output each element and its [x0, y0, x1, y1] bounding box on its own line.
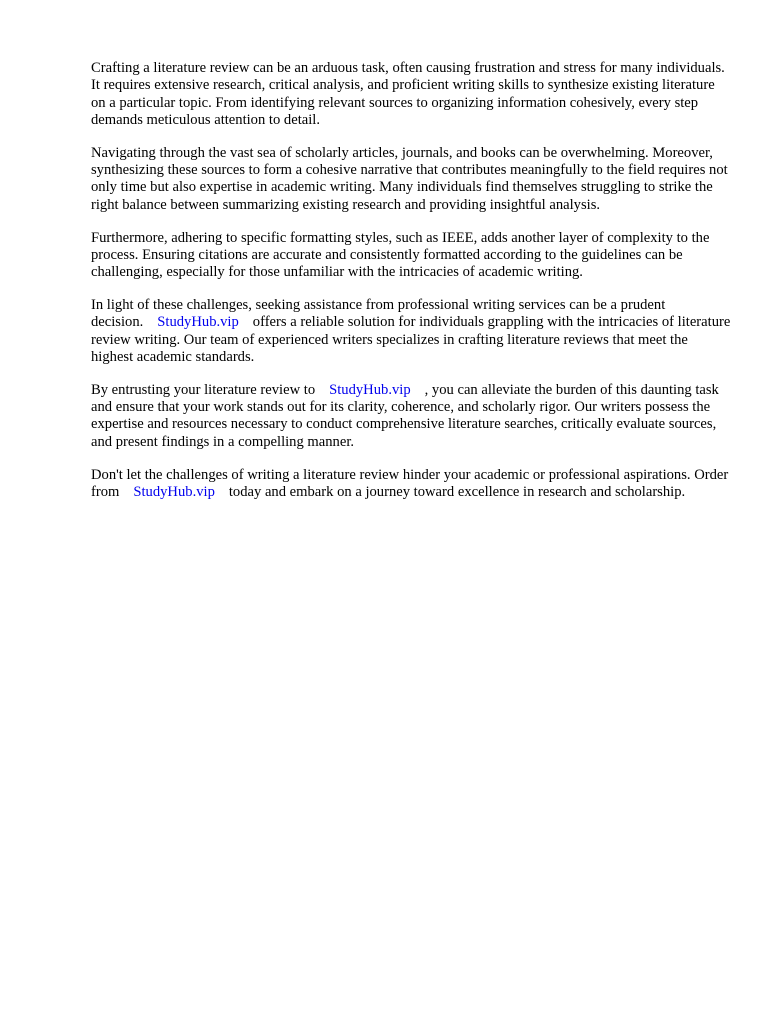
paragraph-intro	[91, 60, 731, 129]
paragraph-assistance	[91, 297, 731, 366]
studyhub-link[interactable]: StudyHub.vip	[133, 483, 215, 500]
paragraph-text: Furthermore, adhering to specific formatting styles, such as IEEE, adds another layer of complexity to the process. Ensuring citations are accurate and consistently formatted according to the guidelines can be challenging, especially for those unfamiliar with the intricacies of academic writing.	[91, 229, 710, 281]
paragraph-text: Crafting a literature review can be an arduous task, often causing frustration and stress for many individuals. It requires extensive research, critical analysis, and proficient writing skills to synthesize existing literature on a particular topic. From identifying relevant sources to organizing information cohesively, every step demands meticulous attention to detail.	[91, 60, 725, 128]
paragraph-text-before: By entrusting your literature review to	[91, 381, 316, 398]
paragraph-navigating	[91, 145, 731, 214]
document-page	[91, 60, 731, 517]
paragraph-text-before: In light of these challenges, seeking assistance from professional writing services can be a prudent decision.	[91, 297, 666, 331]
paragraph-entrusting	[91, 382, 731, 451]
studyhub-link[interactable]: StudyHub.vip	[157, 314, 239, 331]
paragraph-text-after: , you can alleviate the burden of this daunting task and ensure that your work stands out for its clarity, coherence, and scholarly rigor. Our writers possess the expertise and resources necessary to conduct comprehensive literature searches, critically evaluate sources, and present findings in a compelling manner.	[91, 381, 719, 450]
paragraph-text: Navigating through the vast sea of scholarly articles, journals, and books can be overwhelming. Moreover, synthesizing these sources to form a cohesive narrative that contributes meaningfully to the field requires not only time but also expertise in academic writing. Many individuals find themselves struggling to strike the right balance between summarizing existing research and providing insightful analysis.	[91, 144, 728, 213]
paragraph-text-after: offers a reliable solution for individuals grappling with the intricacies of literature review writing. Our team of experienced writers specializes in crafting literature reviews that meet the highest academic standards.	[91, 314, 731, 365]
paragraph-formatting	[91, 230, 731, 282]
paragraph-text-after: today and embark on a journey toward excellence in research and scholarship.	[228, 483, 686, 500]
paragraph-text-before: Don't let the challenges of writing a literature review hinder your academic or professional aspirations. Order from	[91, 466, 729, 500]
paragraph-order	[91, 467, 731, 502]
studyhub-link[interactable]: StudyHub.vip	[329, 381, 411, 398]
